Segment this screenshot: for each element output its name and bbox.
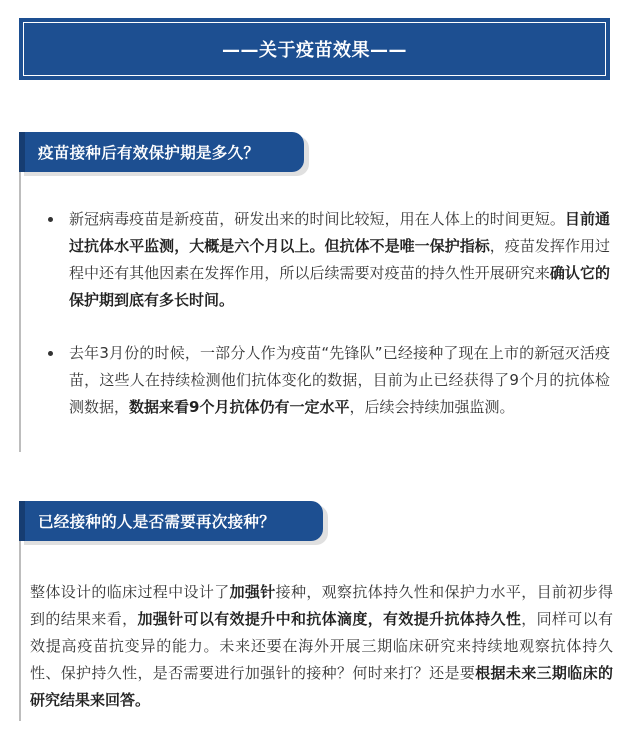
paragraph-emphasis: 加强针 bbox=[229, 583, 276, 601]
paragraph-emphasis: 加强针可以有效提升中和抗体滴度，有效提升抗体持久性 bbox=[137, 610, 522, 628]
title-banner bbox=[19, 18, 610, 80]
paragraph-text: ，后续会持续加强监测。 bbox=[349, 398, 515, 416]
paragraph-text: ，疫苗发挥作用过程中还有其他因素在发挥作用，所以后续需要对疫苗的持久性开展研究来 bbox=[69, 237, 610, 282]
paragraph bbox=[30, 579, 613, 714]
page-title: ——关于疫苗效果—— bbox=[222, 40, 407, 61]
title-banner-frame bbox=[23, 22, 606, 76]
section-booster-shot bbox=[19, 501, 619, 721]
bullet-list bbox=[48, 206, 610, 447]
paragraph-emphasis: 确认它的保护期到底有多长时间。 bbox=[69, 264, 610, 309]
paragraph-text: ，同样可以有效提高疫苗抗变异的能力。未来还要在海外开展三期临床研究来持续地观察抗体持久性、保护持久性，是否需要进行加强针的接种？何时来打？还是要 bbox=[30, 610, 613, 682]
paragraph-text: 接种，观察抗体持久性和保护力水平，目前初步得到的结果来看， bbox=[30, 583, 613, 628]
section-protection-period bbox=[19, 132, 619, 452]
section-heading-text: 已经接种的人是否需要再次接种？ bbox=[38, 513, 276, 531]
paragraph-emphasis: 目前通过抗体水平监测，大概是六个月以上。但抗体不是唯一保护指标 bbox=[69, 210, 610, 255]
paragraph-text: 去年3月份的时候，一部分人作为疫苗“先锋队”已经接种了现在上市的新冠灭活疫苗，这些人在持续检测他们抗体变化的数据，目前为止已经获得了9个月的抗体检测数据， bbox=[69, 344, 610, 416]
section-left-rule bbox=[19, 132, 21, 452]
bullet-dot-icon bbox=[48, 217, 53, 222]
bullet-dot-icon bbox=[48, 351, 53, 356]
paragraph-emphasis: 根据未来三期临床的研究结果来回答。 bbox=[30, 664, 613, 709]
paragraph-text: 整体设计的临床过程中设计了 bbox=[30, 583, 230, 601]
list-item bbox=[48, 206, 610, 314]
list-item bbox=[48, 340, 610, 421]
paragraph-emphasis: 数据来看9个月抗体仍有一定水平 bbox=[129, 398, 350, 416]
paragraph-text: 新冠病毒疫苗是新疫苗，研发出来的时间比较短，用在人体上的时间更短。 bbox=[69, 210, 565, 228]
section-heading-text: 疫苗接种后有效保护期是多久？ bbox=[38, 144, 260, 162]
section-heading bbox=[19, 501, 323, 541]
section-heading bbox=[19, 132, 304, 172]
